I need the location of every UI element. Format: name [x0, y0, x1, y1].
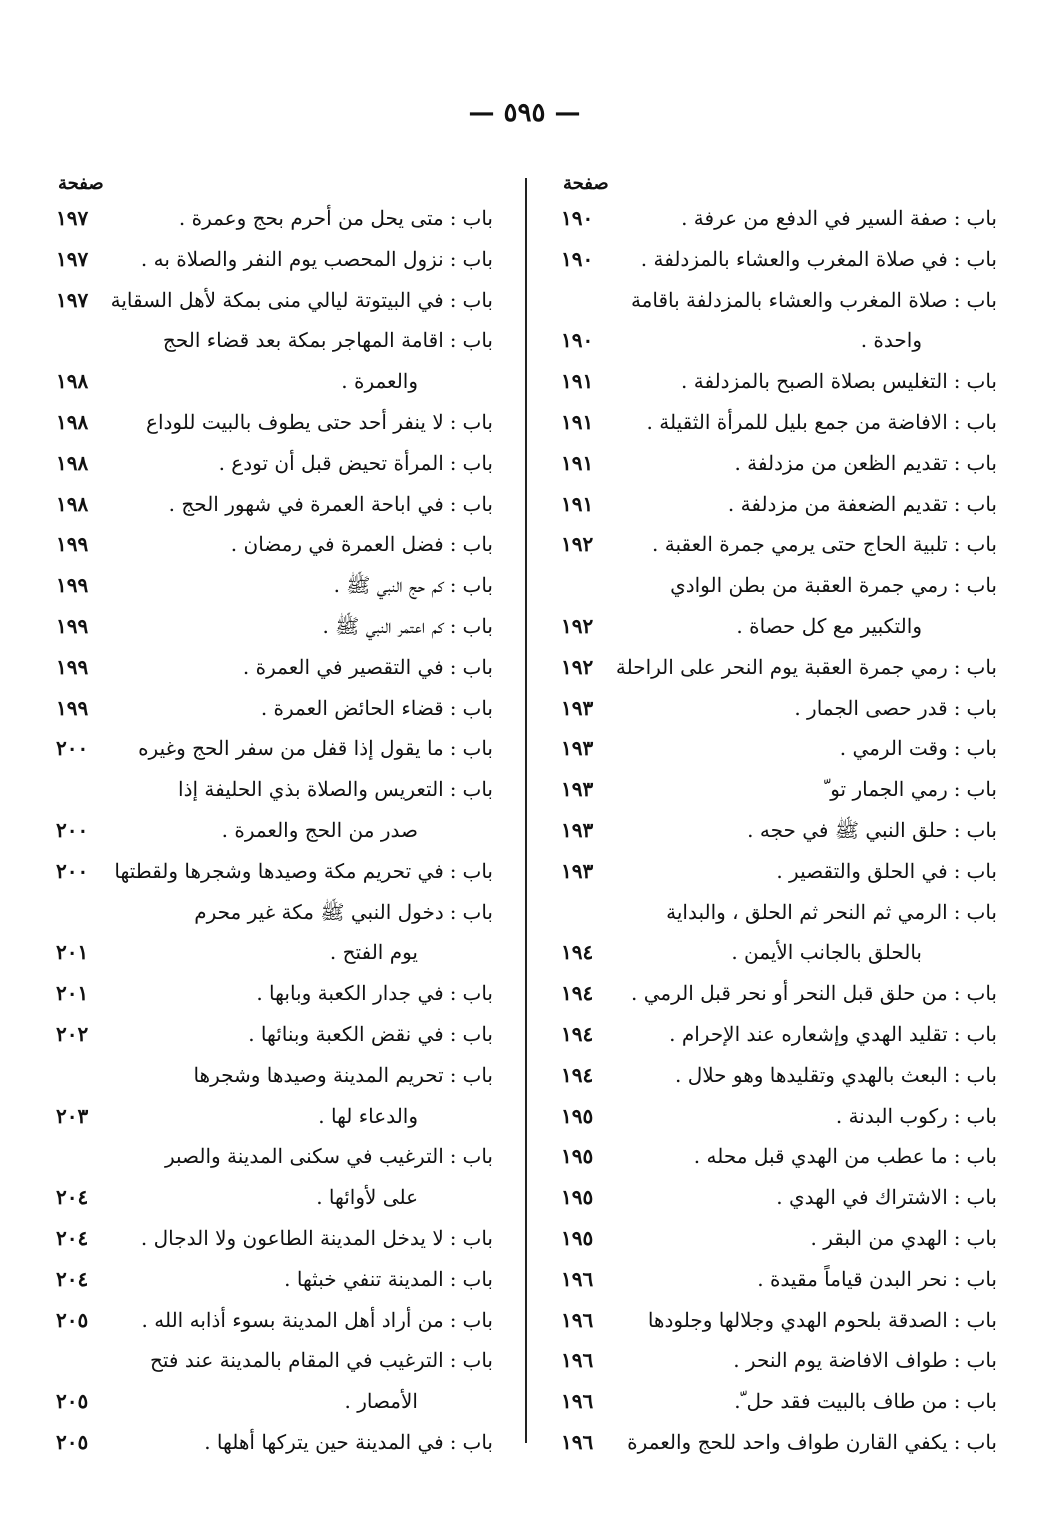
entry-title: تقليد الهدي وإشعاره عند الإحرام .: [669, 1021, 948, 1046]
index-entry: [40, 239, 493, 280]
entry-prefix: باب: [966, 1225, 997, 1250]
entry-separator: :: [449, 899, 457, 924]
entry-title: دخول النبي ﷺ مكة غير محرم: [194, 899, 444, 924]
entry-prefix: باب: [462, 1225, 493, 1250]
entry-page-number: ١٩٨: [56, 409, 89, 434]
entry-title: يوم الفتح .: [329, 940, 418, 965]
entry-separator: :: [953, 981, 961, 1006]
index-entry: [545, 484, 997, 525]
entry-prefix: باب: [966, 369, 997, 394]
entry-page-number: ٢٠٣: [56, 1103, 89, 1128]
entry-title: متى يحل من أحرم بحج وعمرة .: [178, 206, 444, 230]
index-entry: [545, 198, 997, 239]
entry-title: تلبية الحاج حتى يرمي جمرة العقبة .: [652, 532, 948, 557]
entry-separator: :: [449, 1062, 457, 1087]
entry-separator: :: [449, 206, 457, 230]
entry-prefix: باب: [462, 491, 493, 516]
entry-separator: :: [953, 1144, 961, 1169]
entry-page-number: ١٩٦: [561, 1266, 594, 1291]
entry-title: ركوب البدنة .: [835, 1103, 948, 1128]
entry-page-number: ٢٠٠: [56, 858, 89, 883]
entry-page-number: ١٩١: [561, 491, 594, 516]
column-divider: [525, 178, 527, 1443]
index-entry: [545, 402, 997, 443]
entry-prefix: باب: [966, 206, 997, 230]
index-entry: [545, 1340, 997, 1381]
entry-title: في اباحة العمرة في شهور الحج .: [168, 491, 444, 516]
entry-page-number: ٢٠٥: [56, 1307, 89, 1332]
index-list: [545, 198, 997, 1463]
entry-prefix: باب: [966, 573, 997, 598]
entry-page-number: ١٩١: [561, 369, 594, 394]
entry-prefix: باب: [462, 1348, 493, 1373]
entry-page-number: ١٩٧: [56, 206, 89, 230]
entry-prefix: باب: [966, 1185, 997, 1210]
entry-page-number: ١٩٦: [561, 1389, 594, 1414]
entry-prefix: باب: [462, 409, 493, 434]
entry-separator: :: [449, 328, 457, 353]
entry-separator: :: [953, 1389, 961, 1414]
entry-prefix: باب: [966, 899, 997, 924]
index-entry: [545, 1136, 997, 1177]
entry-title: كم حج النبي ﷺ .: [333, 573, 444, 598]
index-column-left: [40, 170, 493, 1463]
entry-page-number: ١٩٤: [561, 1062, 594, 1087]
index-entry: [545, 606, 997, 647]
entry-title: في نقض الكعبة وبنائها .: [248, 1021, 444, 1046]
index-entry: [40, 1014, 493, 1055]
entry-prefix: باب: [966, 736, 997, 761]
entry-page-number: ١٩٣: [561, 858, 594, 883]
entry-separator: :: [953, 736, 961, 761]
entry-page-number: ١٩١: [561, 409, 594, 434]
entry-prefix: باب: [966, 817, 997, 842]
entry-separator: :: [953, 777, 961, 802]
entry-title: البعث بالهدي وتقليدها وهو حلال .: [675, 1062, 948, 1087]
entry-title: تقديم الضعفة من مزدلفة .: [727, 491, 948, 516]
entry-title: المرأة تحيض قبل أن تودع .: [218, 450, 444, 475]
index-entry: [545, 1422, 997, 1463]
entry-page-number: ١٩٢: [561, 613, 594, 638]
entry-separator: :: [449, 573, 457, 598]
index-entry: [40, 565, 493, 606]
entry-prefix: باب: [966, 532, 997, 557]
page-number: — ٥٩٥ —: [468, 98, 581, 128]
entry-page-number: ١٩١: [561, 450, 594, 475]
entry-title: في البيتوتة ليالي منى بمكة لأهل السقاية: [110, 287, 444, 312]
index-entry: [545, 239, 997, 280]
entry-separator: :: [953, 899, 961, 924]
entry-page-number: ١٩٨: [56, 491, 89, 516]
entry-prefix: باب: [462, 981, 493, 1006]
index-entry: [545, 1218, 997, 1259]
entry-title: رمي الجمار تو ّ: [824, 777, 948, 802]
entry-prefix: باب: [966, 1307, 997, 1332]
index-entry: [40, 1218, 493, 1259]
entry-separator: :: [449, 532, 457, 557]
entry-title: والتكبير مع كل حصاة .: [736, 613, 922, 638]
entry-title: الاشتراك في الهدي .: [776, 1185, 948, 1210]
entry-prefix: باب: [462, 1307, 493, 1332]
index-entry: [40, 932, 493, 973]
entry-page-number: ٢٠٤: [56, 1225, 89, 1250]
entry-separator: :: [953, 1266, 961, 1291]
index-entry: [545, 1177, 997, 1218]
index-entry: [545, 892, 997, 933]
entry-page-number: ٢٠٠: [56, 817, 89, 842]
entry-title: التغليس بصلاة الصبح بالمزدلفة .: [681, 369, 948, 394]
entry-title: رمي جمرة العقبة من بطن الوادي: [670, 573, 948, 598]
entry-prefix: باب: [966, 1062, 997, 1087]
index-entry: [545, 932, 997, 973]
index-entry: [40, 280, 493, 321]
entry-title: الرمي ثم النحر ثم الحلق ، والبداية: [666, 899, 948, 924]
entry-prefix: باب: [462, 695, 493, 720]
entry-title: صفة السير في الدفع من عرفة .: [681, 206, 948, 230]
index-entry: [40, 443, 493, 484]
entry-prefix: باب: [462, 613, 493, 638]
entry-separator: :: [449, 981, 457, 1006]
entry-prefix: باب: [966, 1429, 997, 1454]
entry-title: المدينة تنفي خبثها .: [284, 1266, 444, 1291]
entry-title: في جدار الكعبة وبابها .: [256, 981, 444, 1006]
index-entry: [545, 1381, 997, 1422]
entry-page-number: ١٩٧: [56, 287, 89, 312]
entry-title: في الحلق والتقصير .: [776, 858, 948, 883]
entry-prefix: باب: [966, 1348, 997, 1373]
entry-separator: :: [953, 450, 961, 475]
entry-prefix: باب: [966, 777, 997, 802]
entry-title: من طاف بالبيت فقد حل ّ.: [734, 1389, 948, 1414]
entry-page-number: ٢٠٠: [56, 736, 89, 761]
entry-separator: :: [953, 206, 961, 230]
index-entry: [545, 1014, 997, 1055]
entry-page-number: ١٩٩: [56, 654, 89, 679]
index-list: [40, 198, 493, 1463]
index-entry: [545, 810, 997, 851]
entry-title: واحدة .: [860, 328, 922, 353]
index-entry: [545, 728, 997, 769]
entry-page-number: ١٩٤: [561, 981, 594, 1006]
index-column-right: [545, 170, 997, 1463]
entry-page-number: ١٩٦: [561, 1307, 594, 1332]
entry-prefix: باب: [462, 246, 493, 271]
entry-separator: :: [953, 532, 961, 557]
entry-separator: :: [953, 573, 961, 598]
entry-prefix: باب: [966, 858, 997, 883]
entry-prefix: باب: [966, 1021, 997, 1046]
entry-separator: :: [449, 736, 457, 761]
entry-page-number: ١٩٨: [56, 369, 89, 394]
entry-prefix: باب: [966, 695, 997, 720]
entry-prefix: باب: [462, 573, 493, 598]
index-entry: [545, 769, 997, 810]
entry-title: في المدينة حين يتركها أهلها .: [204, 1429, 444, 1454]
index-entry: [40, 1055, 493, 1096]
entry-separator: :: [449, 858, 457, 883]
index-entry: [40, 728, 493, 769]
entry-separator: :: [953, 817, 961, 842]
entry-page-number: ٢٠٤: [56, 1266, 89, 1291]
entry-prefix: باب: [966, 491, 997, 516]
entry-title: رمي جمرة العقبة يوم النحر على الراحلة: [615, 654, 948, 679]
entry-title: في تحريم مكة وصيدها وشجرها ولقطتها: [114, 858, 444, 883]
entry-title: والعمرة .: [341, 369, 418, 394]
entry-prefix: باب: [966, 287, 997, 312]
entry-title: صدر من الحج والعمرة .: [221, 817, 418, 842]
entry-separator: :: [953, 858, 961, 883]
entry-prefix: باب: [462, 1144, 493, 1169]
entry-separator: :: [449, 695, 457, 720]
entry-title: طواف الافاضة يوم النحر .: [733, 1348, 948, 1373]
index-entry: [545, 443, 997, 484]
entry-separator: :: [953, 1429, 961, 1454]
entry-title: الافاضة من جمع بليل للمرأة الثقيلة .: [646, 409, 948, 434]
index-entry: [545, 565, 997, 606]
index-entry: [40, 320, 493, 361]
entry-title: التعريس والصلاة بذي الحليفة إذا: [178, 777, 444, 802]
entry-title: كم اعتمر النبي ﷺ .: [322, 613, 444, 638]
page-column-header: صفحة: [563, 173, 609, 194]
entry-prefix: باب: [966, 450, 997, 475]
entry-separator: :: [449, 1225, 457, 1250]
index-entry: [40, 402, 493, 443]
entry-title: الترغيب في سكنى المدينة والصبر: [164, 1144, 444, 1169]
entry-page-number: ١٩٩: [56, 695, 89, 720]
index-entry: [40, 1381, 493, 1422]
entry-page-number: ١٩٩: [56, 573, 89, 598]
entry-title: بالحلق بالجانب الأيمن .: [731, 940, 922, 965]
entry-page-number: ١٩٦: [561, 1429, 594, 1454]
entry-title: نحر البدن قياماً مقيدة .: [757, 1266, 948, 1291]
index-entry: [545, 280, 997, 321]
index-entry: [40, 647, 493, 688]
entry-title: الترغيب في المقام بالمدينة عند فتح: [149, 1348, 444, 1373]
entry-page-number: ٢٠٢: [56, 1021, 89, 1046]
entry-title: الصدقة بلحوم الهدي وجلالها وجلودها: [647, 1307, 948, 1332]
index-entry: [40, 769, 493, 810]
entry-title: قدر حصى الجمار .: [794, 695, 948, 720]
entry-page-number: ١٩٣: [561, 777, 594, 802]
entry-title: في صلاة المغرب والعشاء بالمزدلفة .: [640, 246, 948, 271]
entry-prefix: باب: [462, 328, 493, 353]
entry-prefix: باب: [966, 409, 997, 434]
index-entry: [40, 361, 493, 402]
entry-title: نزول المحصب يوم النفر والصلاة به .: [140, 246, 444, 271]
entry-page-number: ١٩٨: [56, 450, 89, 475]
entry-page-number: ١٩٦: [561, 1348, 594, 1373]
entry-separator: :: [953, 1348, 961, 1373]
entry-title: الهدي من البقر .: [810, 1225, 948, 1250]
index-entry: [40, 1340, 493, 1381]
entry-prefix: باب: [966, 981, 997, 1006]
index-entry: [40, 973, 493, 1014]
entry-separator: :: [449, 1266, 457, 1291]
entry-title: من حلق قبل النحر أو نحر قبل الرمي .: [631, 981, 948, 1006]
entry-prefix: باب: [462, 777, 493, 802]
entry-prefix: باب: [462, 206, 493, 230]
index-entry: [545, 1096, 997, 1137]
entry-page-number: ٢٠٥: [56, 1429, 89, 1454]
entry-title: حلق النبي ﷺ في حجه .: [747, 817, 948, 842]
index-entry: [40, 524, 493, 565]
entry-separator: :: [449, 777, 457, 802]
entry-separator: :: [449, 287, 457, 312]
entry-prefix: باب: [462, 450, 493, 475]
page-column-header: صفحة: [58, 173, 104, 194]
entry-page-number: ٢٠٤: [56, 1185, 89, 1210]
entry-separator: :: [449, 654, 457, 679]
entry-title: تحريم المدينة وصيدها وشجرها: [193, 1062, 444, 1087]
entry-page-number: ٢٠١: [56, 981, 89, 1006]
entry-prefix: باب: [462, 1062, 493, 1087]
entry-separator: :: [953, 654, 961, 679]
index-entry: [545, 647, 997, 688]
index-entry: [40, 1259, 493, 1300]
entry-page-number: ١٩٩: [56, 613, 89, 638]
entry-page-number: ١٩٧: [56, 246, 89, 271]
entry-page-number: ١٩٣: [561, 736, 594, 761]
entry-separator: :: [953, 369, 961, 394]
entry-separator: :: [449, 1348, 457, 1373]
index-entry: [40, 688, 493, 729]
index-entry: [545, 1055, 997, 1096]
entry-title: لا ينفر أحد حتى يطوف بالبيت للوداع: [146, 409, 444, 434]
entry-separator: :: [953, 1021, 961, 1046]
entry-prefix: باب: [462, 899, 493, 924]
index-entry: [40, 1136, 493, 1177]
entry-page-number: ١٩٤: [561, 940, 594, 965]
index-entry: [545, 524, 997, 565]
entry-title: على لأوائها .: [316, 1185, 418, 1210]
entry-page-number: ١٩٢: [561, 654, 594, 679]
entry-prefix: باب: [966, 1266, 997, 1291]
entry-separator: :: [953, 1185, 961, 1210]
entry-prefix: باب: [966, 1389, 997, 1414]
entry-title: وقت الرمي .: [839, 736, 948, 761]
index-entry: [545, 973, 997, 1014]
entry-page-number: ١٩٥: [561, 1103, 594, 1128]
entry-prefix: باب: [462, 287, 493, 312]
entry-prefix: باب: [966, 246, 997, 271]
entry-separator: :: [449, 1429, 457, 1454]
entry-separator: :: [953, 246, 961, 271]
entry-prefix: باب: [462, 654, 493, 679]
entry-title: اقامة المهاجر بمكة بعد قضاء الحج: [162, 328, 444, 353]
index-entry: [545, 688, 997, 729]
entry-separator: :: [953, 1103, 961, 1128]
entry-title: فضل العمرة في رمضان .: [230, 532, 444, 557]
entry-separator: :: [449, 1021, 457, 1046]
entry-page-number: ١٩٥: [561, 1144, 594, 1169]
index-entry: [545, 851, 997, 892]
index-entry: [545, 1259, 997, 1300]
entry-prefix: باب: [462, 736, 493, 761]
index-entry: [40, 606, 493, 647]
entry-prefix: باب: [462, 532, 493, 557]
entry-page-number: ١٩٠: [561, 328, 594, 353]
entry-prefix: باب: [966, 1144, 997, 1169]
entry-separator: :: [449, 613, 457, 638]
entry-page-number: ٢٠٥: [56, 1389, 89, 1414]
index-entry: [545, 320, 997, 361]
entry-title: في التقصير في العمرة .: [242, 654, 444, 679]
index-entry: [545, 361, 997, 402]
entry-title: الأمصار .: [344, 1389, 418, 1414]
entry-title: لا يدخل المدينة الطاعون ولا الدجال .: [140, 1225, 444, 1250]
entry-title: تقديم الظعن من مزدلفة .: [734, 450, 948, 475]
entry-prefix: باب: [462, 858, 493, 883]
entry-page-number: ١٩٠: [561, 206, 594, 230]
entry-separator: :: [953, 695, 961, 720]
index-entry: [40, 198, 493, 239]
entry-separator: :: [449, 450, 457, 475]
entry-page-number: ٢٠١: [56, 940, 89, 965]
entry-page-number: ١٩٩: [56, 532, 89, 557]
index-entry: [545, 1300, 997, 1341]
entry-title: صلاة المغرب والعشاء بالمزدلفة باقامة: [630, 287, 948, 312]
entry-title: ما يقول إذا قفل من سفر الحج وغيره: [138, 736, 444, 761]
entry-prefix: باب: [462, 1266, 493, 1291]
entry-separator: :: [449, 1144, 457, 1169]
index-entry: [40, 892, 493, 933]
entry-prefix: باب: [462, 1021, 493, 1046]
index-entry: [40, 810, 493, 851]
entry-separator: :: [449, 491, 457, 516]
entry-separator: :: [953, 1307, 961, 1332]
index-entry: [40, 1300, 493, 1341]
entry-separator: :: [953, 409, 961, 434]
entry-separator: :: [953, 491, 961, 516]
entry-page-number: ١٩٢: [561, 532, 594, 557]
entry-page-number: ١٩٥: [561, 1225, 594, 1250]
entry-title: ما عطب من الهدي قبل محله .: [693, 1144, 948, 1169]
entry-page-number: ١٩٣: [561, 817, 594, 842]
entry-separator: :: [449, 1307, 457, 1332]
index-entry: [40, 1177, 493, 1218]
index-entry: [40, 851, 493, 892]
entry-separator: :: [449, 409, 457, 434]
entry-prefix: باب: [966, 1103, 997, 1128]
index-entry: [40, 484, 493, 525]
entry-page-number: ١٩٤: [561, 1021, 594, 1046]
entry-prefix: باب: [966, 654, 997, 679]
entry-prefix: باب: [462, 1429, 493, 1454]
entry-separator: :: [953, 1225, 961, 1250]
entry-title: قضاء الحائض العمرة .: [260, 695, 444, 720]
entry-title: يكفي القارن طواف واحد للحج والعمرة: [627, 1429, 948, 1454]
index-entry: [40, 1422, 493, 1463]
entry-separator: :: [953, 1062, 961, 1087]
entry-separator: :: [449, 246, 457, 271]
index-entry: [40, 1096, 493, 1137]
entry-title: من أراد أهل المدينة بسوء أذابه الله .: [141, 1307, 444, 1332]
entry-page-number: ١٩٠: [561, 246, 594, 271]
entry-separator: :: [953, 287, 961, 312]
entry-page-number: ١٩٣: [561, 695, 594, 720]
entry-page-number: ١٩٥: [561, 1185, 594, 1210]
entry-title: والدعاء لها .: [318, 1103, 418, 1128]
